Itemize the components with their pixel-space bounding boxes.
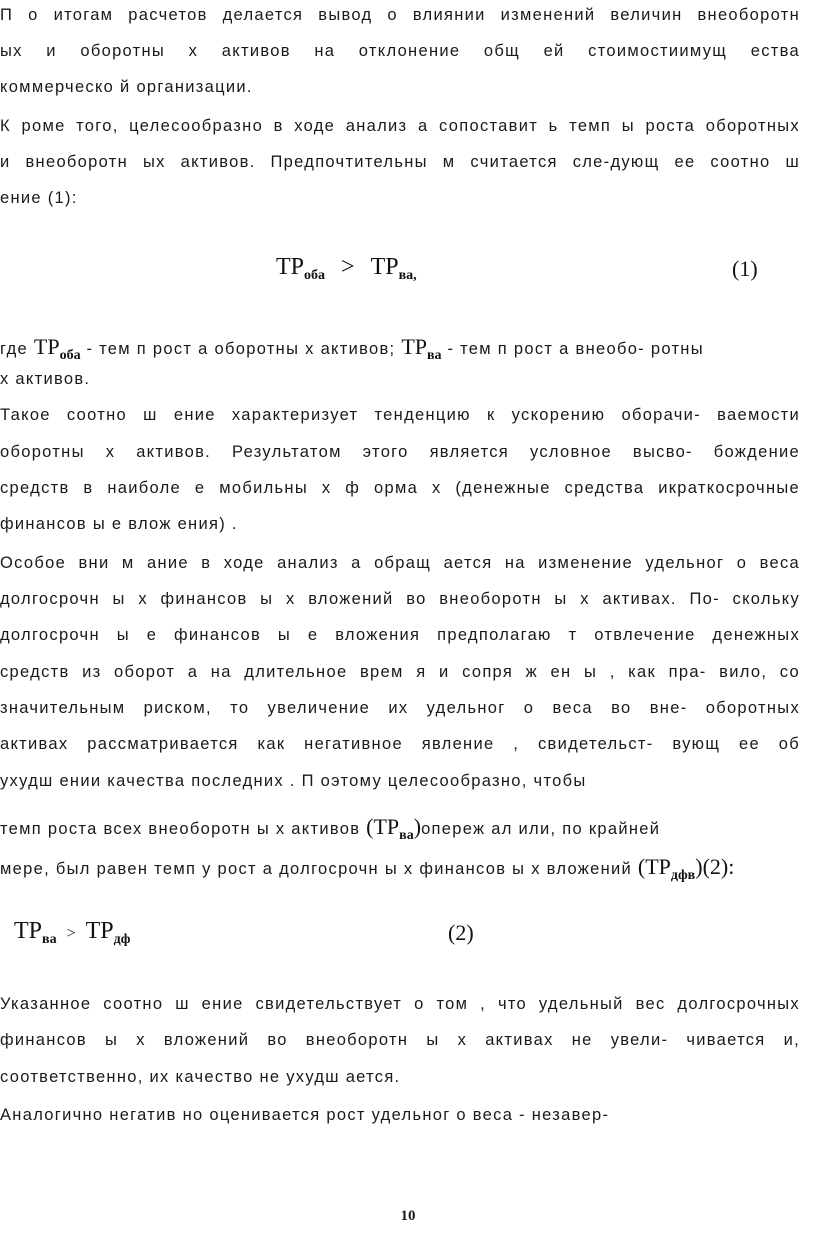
inline-tr-va: $ТР_{ва}$ [401,334,442,363]
paragraph-line: значительным риском, то увеличение их удельног о веса во вне- оборотных [0,699,800,717]
paragraph-line: Указанное соотно ш ение свидетельствует о том , что удельный вес долгосрочных [0,995,800,1013]
paragraph-line: П о итогам расчетов делается вывод о влиянии изменений величин внеоборотн [0,6,800,24]
paragraph-line: Особое вни м ание в ходе анализ а обращ ается на изменение удельног о веса [0,554,800,572]
page-number: 10 [400,1208,416,1224]
paragraph-line: Такое соотно ш ение характеризует тенденцию к ускорению оборачи- ваемости [0,406,800,424]
paragraph-line: мере, был равен темп у рост а долгосрочн ы х финансов ы х вложений $(ТР_{дфв})(2)$: [0,854,735,883]
paragraph-line: долгосрочн ы х финансов ы х вложений во внеоборотн ы х активах. По- скольку [0,590,800,608]
inline-tr-df: $(ТР_{дфв})(2)$: [637,854,735,883]
formula-1 [0,254,816,294]
paragraph-line: ухудш ении качества последних . П оэтому целесообразно, чтобы [0,772,587,790]
paragraph-line: оборотны х активов. Результатом этого является условное высво- бождение [0,443,800,461]
paragraph-line: темп роста всех внеоборотн ы х активов $(ТР_{ва})опереж$ ал или, по крайней [0,814,661,843]
inline-tr-va-paren: $(ТР_{ва})$ [366,814,422,843]
formula-1-number: (1) [732,256,758,281]
paragraph-line: К роме того, целесообразно в ходе анализ а сопоставит ь темп ы роста оборотных [0,117,800,135]
paragraph-line: х активов. [0,370,91,388]
paragraph-line: и внеоборотн ых активов. Предпочтительны м считается сле-дующ ее соотно ш [0,153,800,171]
paragraph-line: финансов ы х вложений во внеоборотн ы х активах не увели- чивается и, [0,1031,800,1049]
formula-2-number: (2) [448,920,474,945]
paragraph-line: ых и оборотны х активов на отклонение общ ей стоимостиимущ ества [0,42,800,60]
paragraph-line: долгосрочн ы е финансов ы е вложения предполагаю т отвлечение денежных [0,626,800,644]
formula-1-expression: $ТР_{оба} > ТР_{ва,}$ [276,254,417,283]
paragraph-line: активах рассматривается как негативное явление , свидетельст- вующ ее об [0,735,800,753]
paragraph-line: Аналогично негатив но оценивается рост удельног о веса - незавер- [0,1106,610,1124]
paragraph-line: коммерческо й организации. [0,78,253,96]
inline-tr-oba: $ТР_{оба}$ [33,334,81,363]
paragraph-line: ение (1): [0,189,78,207]
formula-2 [0,918,816,958]
paragraph-line: где $ТР_{оба}$ - тем п рост а оборотны х активов; $ТР_{ва}$ - тем п рост а внеобо- ротны [0,334,704,363]
formula-2-expression: $ТР_{ва} > ТР_{дф}$ [14,918,131,947]
paragraph-line: финансов ы е влож ения) . [0,515,238,533]
paragraph-line: соответственно, их качество не ухудш ается. [0,1068,401,1086]
paragraph-line: средств из оборот а на длительное врем я и сопря ж ен ы , как пра- вило, со [0,663,800,681]
paragraph-line: средств в наиболе е мобильны х ф орма х (денежные средства икраткосрочные [0,479,800,497]
